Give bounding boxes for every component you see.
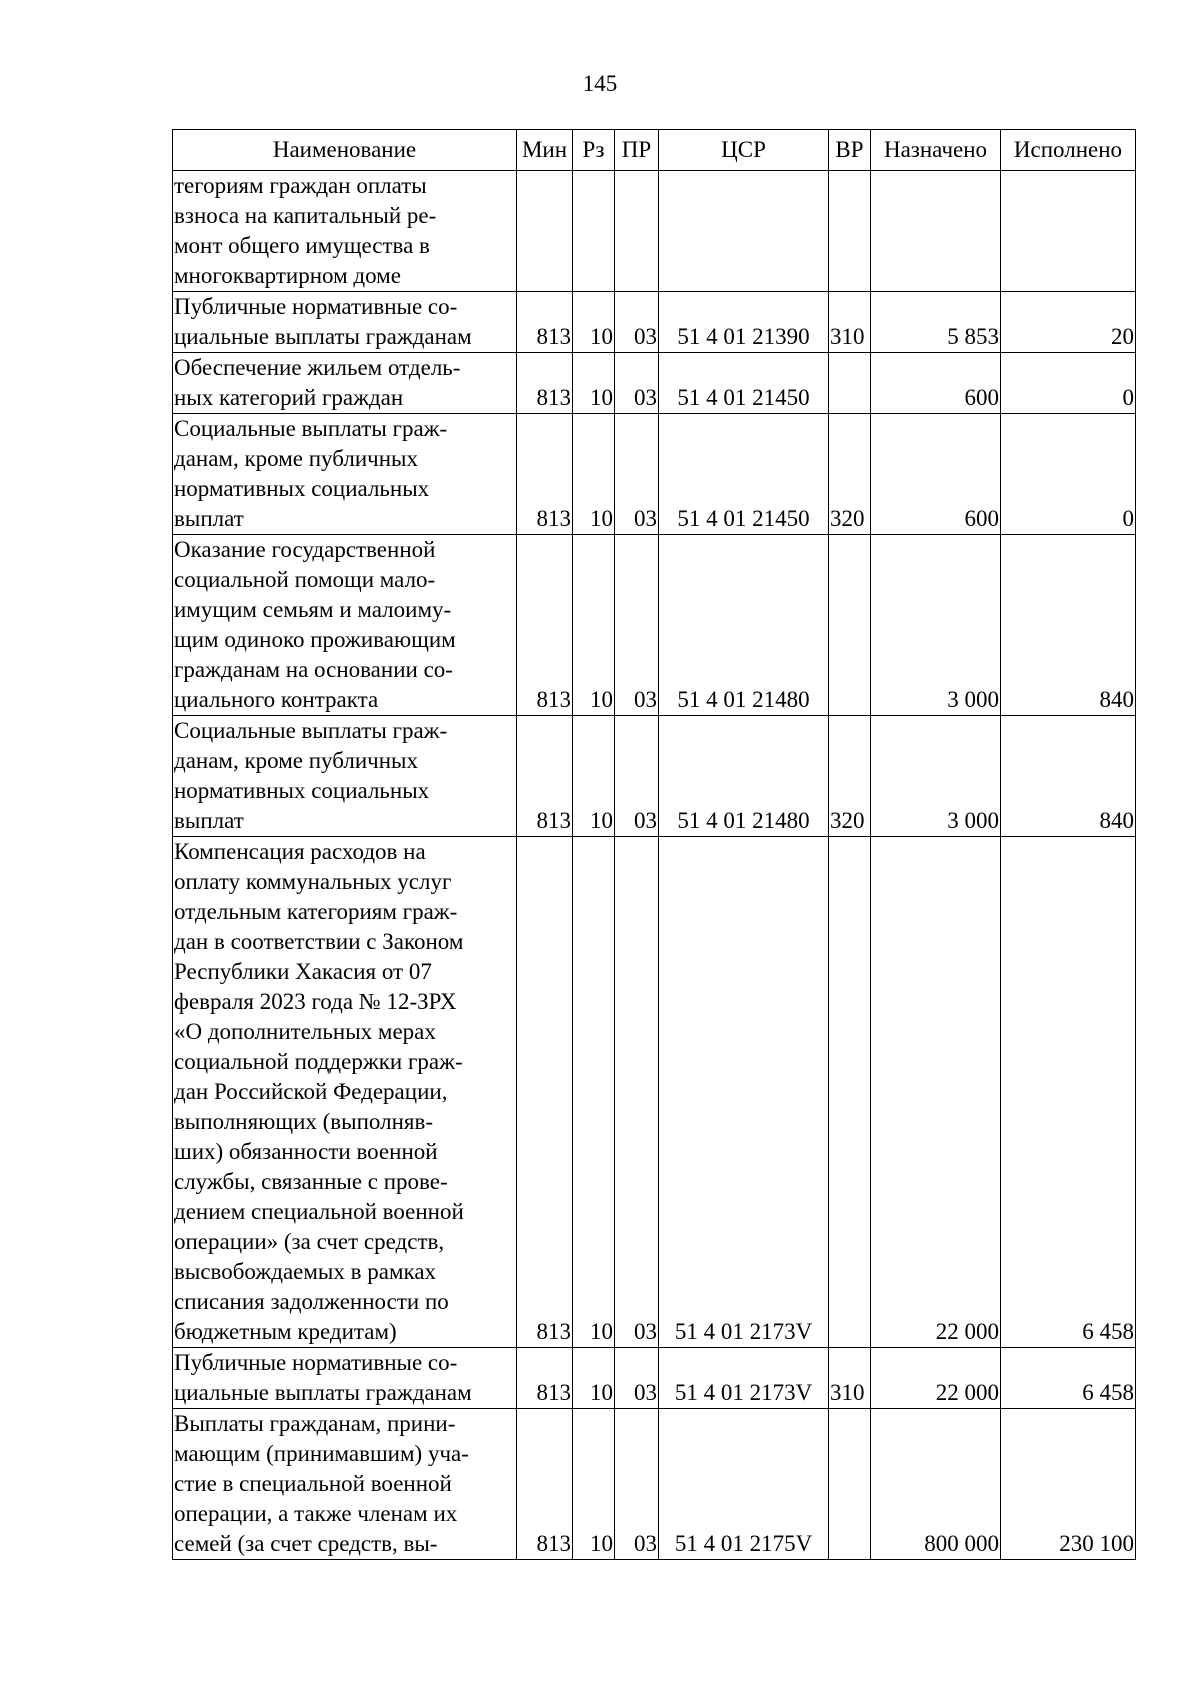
cell-rz: 10 — [573, 716, 615, 837]
cell-rz: 10 — [573, 353, 615, 414]
cell-executed — [1001, 171, 1136, 292]
table-row — [173, 414, 1136, 535]
cell-executed: 840 — [1001, 716, 1136, 837]
cell-rz — [573, 171, 615, 292]
row-name-line: циальные выплаты гражданам — [174, 1380, 472, 1405]
cell-pr: 03 — [615, 1348, 659, 1409]
row-name-line: нормативных социальных — [174, 476, 430, 501]
row-name-line: высвобождаемых в рамках — [174, 1259, 437, 1284]
table-row — [173, 292, 1136, 353]
cell-vr — [829, 171, 871, 292]
row-name-line: Республики Хакасия от 07 — [174, 959, 432, 984]
row-name-line: дан в соответствии с Законом — [174, 929, 464, 954]
header-assigned: Назначено — [871, 130, 1001, 171]
row-name-line: Компенсация расходов на — [174, 839, 426, 864]
cell-vr: 320 — [829, 716, 871, 837]
cell-min: 813 — [517, 292, 573, 353]
row-name-line: мающим (принимавшим) уча- — [174, 1441, 469, 1466]
cell-assigned: 22 000 — [871, 1348, 1001, 1409]
cell-pr — [615, 171, 659, 292]
row-name-line: бюджетным кредитам) — [174, 1319, 397, 1344]
row-name-line: циальные выплаты гражданам — [174, 324, 472, 349]
row-name-line: нормативных социальных — [174, 778, 430, 803]
cell-pr: 03 — [615, 292, 659, 353]
cell-min: 813 — [517, 1409, 573, 1560]
cell-min: 813 — [517, 414, 573, 535]
cell-executed: 6 458 — [1001, 837, 1136, 1348]
cell-executed: 840 — [1001, 535, 1136, 716]
cell-executed: 230 100 — [1001, 1409, 1136, 1560]
table-body — [173, 171, 1136, 1560]
row-name-cell — [173, 1348, 517, 1409]
row-name-line: щим одиноко проживающим — [174, 627, 456, 652]
row-name-line: социальной поддержки граж- — [174, 1049, 463, 1074]
cell-rz: 10 — [573, 1409, 615, 1560]
cell-pr: 03 — [615, 1409, 659, 1560]
cell-csr: 51 4 01 21480 — [659, 716, 829, 837]
row-name-line: Социальные выплаты граж- — [174, 718, 448, 743]
row-name-line: отдельным категориям граж- — [174, 899, 458, 924]
table-header-row — [173, 130, 1136, 171]
cell-csr: 51 4 01 2173V — [659, 837, 829, 1348]
page-number: 145 — [582, 71, 618, 96]
row-name-line: дением специальной военной — [174, 1199, 464, 1224]
row-name-line: многоквартирном доме — [174, 263, 401, 288]
header-csr: ЦСР — [659, 130, 829, 171]
budget-table — [172, 129, 1136, 1560]
row-name-line: гражданам на основании со- — [174, 657, 453, 682]
row-name-line: циального контракта — [174, 687, 379, 712]
row-name-line: социальной помощи мало- — [174, 567, 436, 592]
cell-pr: 03 — [615, 716, 659, 837]
row-name-line: имущим семьям и малоиму- — [174, 597, 452, 622]
cell-vr — [829, 535, 871, 716]
cell-assigned: 600 — [871, 353, 1001, 414]
table-row — [173, 837, 1136, 1348]
row-name-line: списания задолженности по — [174, 1289, 449, 1314]
cell-csr: 51 4 01 2175V — [659, 1409, 829, 1560]
cell-assigned — [871, 171, 1001, 292]
header-executed: Исполнено — [1001, 130, 1136, 171]
cell-vr — [829, 837, 871, 1348]
cell-rz: 10 — [573, 292, 615, 353]
row-name-cell — [173, 292, 517, 353]
row-name-line: выплат — [174, 808, 244, 833]
row-name-line: операции» (за счет средств, — [174, 1229, 445, 1254]
header-vr: ВР — [829, 130, 871, 171]
row-name-cell — [173, 353, 517, 414]
cell-vr: 310 — [829, 1348, 871, 1409]
row-name-cell — [173, 535, 517, 716]
cell-assigned: 3 000 — [871, 716, 1001, 837]
row-name-cell — [173, 414, 517, 535]
row-name-line: «О дополнительных мерах — [174, 1019, 436, 1044]
row-name-line: данам, кроме публичных — [174, 748, 418, 773]
table-row — [173, 1348, 1136, 1409]
row-name-line: Выплаты гражданам, прини- — [174, 1411, 456, 1436]
row-name-line: дан Российской Федерации, — [174, 1079, 448, 1104]
header-rz: Рз — [573, 130, 615, 171]
table-row — [173, 535, 1136, 716]
row-name-line: февраля 2023 года № 12-ЗРХ — [174, 989, 457, 1014]
row-name-line: Социальные выплаты граж- — [174, 416, 448, 441]
cell-assigned: 800 000 — [871, 1409, 1001, 1560]
table-row — [173, 716, 1136, 837]
cell-csr: 51 4 01 21390 — [659, 292, 829, 353]
table-row — [173, 1409, 1136, 1560]
row-name-line: семей (за счет средств, вы- — [174, 1531, 438, 1556]
cell-assigned: 22 000 — [871, 837, 1001, 1348]
cell-min: 813 — [517, 716, 573, 837]
cell-executed: 0 — [1001, 353, 1136, 414]
cell-csr: 51 4 01 2173V — [659, 1348, 829, 1409]
header-pr: ПР — [615, 130, 659, 171]
row-name-line: данам, кроме публичных — [174, 446, 418, 471]
cell-pr: 03 — [615, 837, 659, 1348]
cell-rz: 10 — [573, 535, 615, 716]
table-row — [173, 171, 1136, 292]
row-name-line: монт общего имущества в — [174, 233, 430, 258]
cell-rz: 10 — [573, 414, 615, 535]
row-name-line: стие в специальной военной — [174, 1471, 452, 1496]
row-name-line: ших) обязанности военной — [174, 1139, 438, 1164]
cell-pr: 03 — [615, 353, 659, 414]
row-name-line: выплат — [174, 506, 244, 531]
cell-csr: 51 4 01 21450 — [659, 414, 829, 535]
row-name-line: Оказание государственной — [174, 537, 436, 562]
cell-assigned: 600 — [871, 414, 1001, 535]
cell-csr: 51 4 01 21480 — [659, 535, 829, 716]
cell-min: 813 — [517, 353, 573, 414]
row-name-line: тегориям граждан оплаты — [174, 173, 427, 198]
row-name-line: ных категорий граждан — [174, 385, 404, 410]
row-name-line: выполняющих (выполняв- — [174, 1109, 433, 1134]
cell-vr: 320 — [829, 414, 871, 535]
cell-rz: 10 — [573, 1348, 615, 1409]
row-name-line: службы, связанные с прове- — [174, 1169, 448, 1194]
row-name-line: Обеспечение жильем отдель- — [174, 355, 461, 380]
cell-assigned: 3 000 — [871, 535, 1001, 716]
row-name-line: Публичные нормативные со- — [174, 294, 458, 319]
row-name-line: операции, а также членам их — [174, 1501, 458, 1526]
row-name-cell — [173, 716, 517, 837]
cell-min: 813 — [517, 837, 573, 1348]
cell-vr — [829, 353, 871, 414]
cell-min — [517, 171, 573, 292]
cell-min: 813 — [517, 1348, 573, 1409]
row-name-cell — [173, 1409, 517, 1560]
row-name-cell — [173, 171, 517, 292]
header-name: Наименование — [173, 130, 517, 171]
cell-min: 813 — [517, 535, 573, 716]
cell-vr — [829, 1409, 871, 1560]
cell-executed: 20 — [1001, 292, 1136, 353]
cell-csr: 51 4 01 21450 — [659, 353, 829, 414]
cell-executed: 0 — [1001, 414, 1136, 535]
cell-assigned: 5 853 — [871, 292, 1001, 353]
row-name-cell — [173, 837, 517, 1348]
row-name-line: взноса на капитальный ре- — [174, 203, 437, 228]
cell-csr — [659, 171, 829, 292]
row-name-line: Публичные нормативные со- — [174, 1350, 458, 1375]
row-name-line: оплату коммунальных услуг — [174, 869, 452, 894]
cell-executed: 6 458 — [1001, 1348, 1136, 1409]
table-row — [173, 353, 1136, 414]
cell-pr: 03 — [615, 414, 659, 535]
cell-vr: 310 — [829, 292, 871, 353]
header-min: Мин — [517, 130, 573, 171]
cell-pr: 03 — [615, 535, 659, 716]
cell-rz: 10 — [573, 837, 615, 1348]
